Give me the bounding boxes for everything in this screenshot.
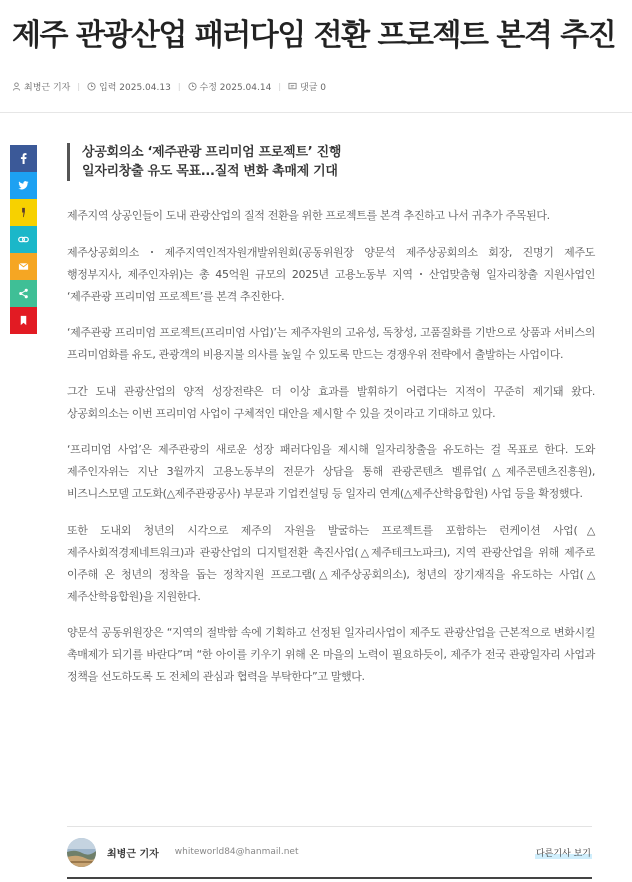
meta-author [12,80,70,93]
author-byline [67,826,592,877]
more-articles-link[interactable]: 다른기사 보기 [535,846,592,859]
comment-icon [288,82,297,91]
subtitle-line: 일자리창출 유도 목표...질적 변화 촉매제 기대 [82,164,338,179]
meta-comments-text[interactable]: 댓글 0 [300,82,326,93]
mail-icon [18,261,29,272]
clock-icon [188,82,197,91]
twitter-icon [18,180,29,191]
article-subtitle [67,143,587,181]
article-paragraph: 양문석 공동위원장은 “지역의 절박함 속에 기획하고 선정된 일자리사업이 제주도 관광산업을 근본적으로 변화시킬 촉매제가 되기를 바란다”며 “한 아이를 키우기 위해 온 마을의 노력이 필요하듯이, 제주가 전국 관광일자리 사업과 정책을 선도하도록 도 전체의 관심과 협력을 부탁한다”고 말했다. [67,626,595,683]
copy-link-button[interactable] [10,226,37,253]
kakaostory-icon [18,207,29,218]
subtitle-line: 상공회의소 ‘제주관광 프리미엄 프로젝트’ 진행 [82,145,342,160]
clock-icon [87,82,96,91]
article-paragraph: ‘제주관광 프리미엄 프로젝트(프리미엄 사업)’는 제주자원의 고유성, 독창성, 고품질화를 기반으로 상품과 서비스의 프리미엄화를 유도, 관광객의 비용지불 의사를 높일 수 있도록 만드는 경쟁우위 전략에서 출발하는 사업이다. [67,326,595,361]
meta-comments[interactable] [288,80,326,93]
article-paragraph: 제주상공회의소・제주지역인적자원개발위원회(공동위원장 양문석 제주상공회의소 회장, 진명기 제주도 행정부지사, 제주인자위)는 총 45억원 규모의 2025년 고용노동부 지역・산업맞춤형 일자리창출 지원사업인 ‘제주관광 프리미엄 프로젝트’를 본격 추진한다. [67,245,595,303]
article-paragraph: 제주지역 상공인들이 도내 관광산업의 질적 전환을 위한 프로젝트를 본격 추진하고 나서 귀추가 주목된다. [67,209,550,222]
author-email[interactable]: whiteworld84@hanmail.net [174,847,299,857]
person-icon [12,82,21,91]
share-icon [18,288,29,299]
bookmark-button[interactable] [10,307,37,334]
meta-updated-text: 수정 2025.04.14 [199,82,272,93]
more-share-button[interactable] [10,280,37,307]
meta-separator: | [77,81,81,91]
email-share-button[interactable] [10,253,37,280]
meta-published-text: 입력 2025.04.13 [99,82,171,93]
meta-author-text: 최병근 기자 [24,82,71,93]
article-body [67,205,595,703]
article-meta [12,79,326,93]
kakaostory-share-button[interactable] [10,199,37,226]
byline-bottom-border [67,877,592,879]
facebook-share-button[interactable] [10,145,37,172]
meta-published [87,80,171,93]
article-paragraph: ‘프리미엄 사업’은 제주관광의 새로운 성장 패러다임을 제시해 일자리창출을 유도하는 걸 목표로 한다. 도와 제주인자위는 지난 3월까지 고용노동부의 전문가 상담을 통해 관광콘텐츠 벨류업(△제주콘텐츠진흥원), 비즈니스모델 고도화(△제주관광공사) 부문과 기업컨설팅 등 일자리 연계(△제주산학융합원) 사업 등을 확정했다. [67,443,595,500]
author-avatar [67,838,96,867]
share-bar [10,145,37,334]
header-divider [0,112,632,113]
article-paragraph: 또한 도내외 청년의 시각으로 제주의 자원을 발굴하는 프로젝트를 포함하는 런케이션 사업(△제주사회적경제네트워크)과 관광산업의 디지털전환 촉진사업(△제주테크노파크), 지역 관광산업을 위해 제주로 이주해 온 청년의 정착을 돕는 정착지원 프로그램(△제주상공회의소), 청년의 장기재직을 유도하는 사업(△제주산학융합원)을 지원한다. [67,523,595,603]
link-icon [18,234,29,245]
meta-updated [188,80,272,93]
bookmark-icon [18,315,29,326]
article-paragraph: 그간 도내 관광산업의 양적 성장전략은 더 이상 효과를 발휘하기 어렵다는 지적이 꾸준히 제기돼 왔다. 상공회의소는 이번 프리미엄 사업이 구체적인 대안을 제시할 수 있을 것이라고 기대하고 있다. [67,384,595,420]
meta-separator: | [177,81,181,91]
meta-separator: | [278,81,282,91]
article-title: 제주 관광산업 패러다임 전환 프로젝트 본격 추진 [12,18,616,53]
author-name: 최병근 기자 [107,848,159,860]
twitter-share-button[interactable] [10,172,37,199]
facebook-icon [18,153,29,164]
